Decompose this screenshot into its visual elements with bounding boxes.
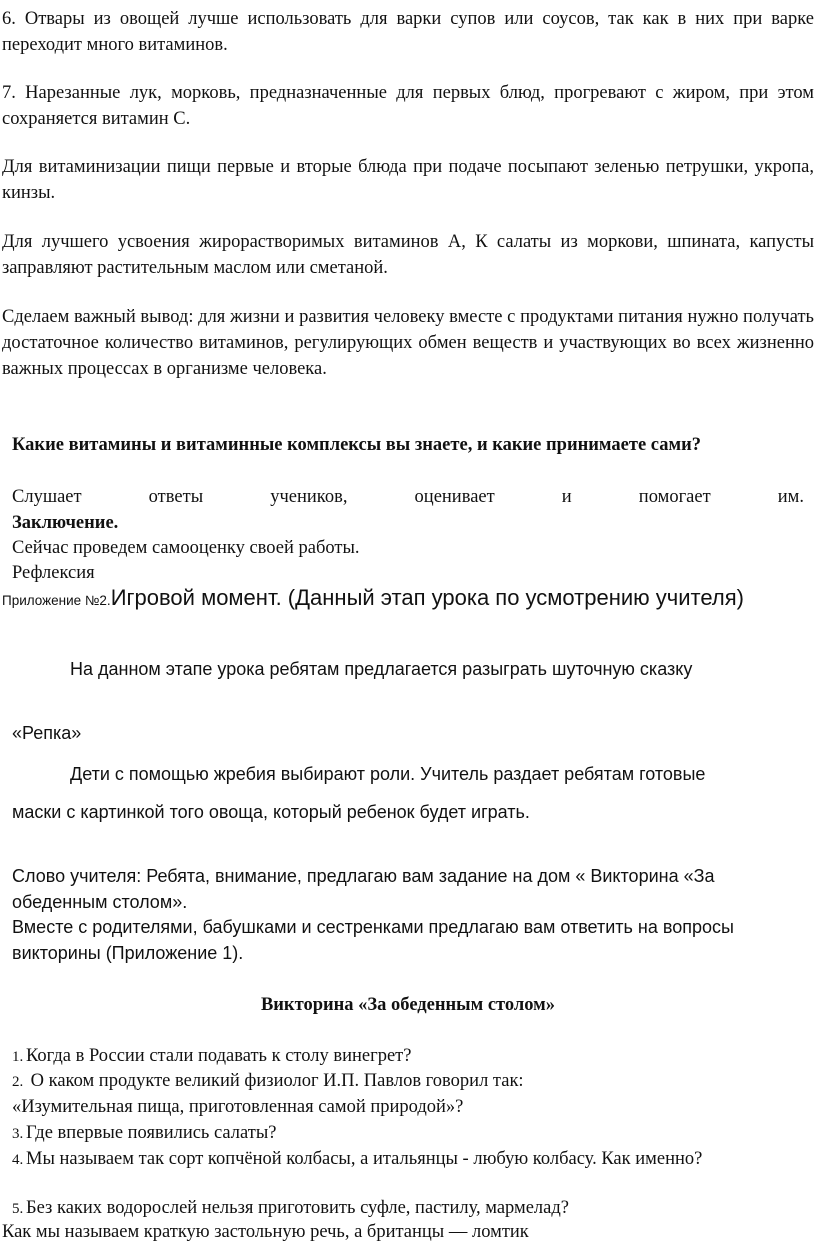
quiz-item-number: 1. [12, 1049, 24, 1065]
teacher-word-line-1: Слово учителя: Ребята, внимание, предлагаю вам задание на дом « Викторина «За обеденным столом». [12, 866, 715, 912]
game-intro: На данном этапе урока ребятам предлагается разыграть шуточную сказку [70, 659, 693, 679]
quiz-item [12, 1043, 812, 1070]
quiz-item-number: 3. [12, 1126, 24, 1142]
tale-title: «Репка» [12, 723, 82, 743]
quiz-title: Викторина «За обеденным столом» [260, 995, 556, 1015]
quiz-item-text: О каком продукте великий физиолог И.П. Павлов говорил так: [26, 1071, 524, 1091]
roles-line-2: маски с картинкой того овоща, который ребенок будет играть. [12, 802, 530, 822]
quiz-item-text: Где впервые появились салаты? [26, 1123, 277, 1143]
quiz-item-number: 5. [12, 1201, 24, 1217]
quiz-item [12, 1146, 782, 1173]
quiz-item-number: 2. [12, 1074, 24, 1090]
quiz-item [12, 1195, 812, 1222]
quiz-item [12, 1120, 812, 1147]
paragraph-vitaminization: Для витаминизации пищи первые и вторые блюда при подаче посыпают зеленью петрушки, укропа, кинзы. [2, 157, 814, 203]
teacher-action: Слушает ответы учеников, оценивает и помогает им. [12, 487, 804, 507]
quiz-item-text: Когда в России стали подавать к столу винегрет? [26, 1046, 412, 1066]
reflection-line: Рефлексия [12, 563, 95, 583]
discussion-question: Какие витамины и витаминные комплексы вы знаете, и какие принимаете сами? [12, 435, 701, 455]
paragraph-absorption: Для лучшего усвоения жирорастворимых витаминов А, К салаты из моркови, шпината, капусты заправляют растительным маслом или сметаной. [2, 232, 814, 278]
self-assessment-line: Сейчас проведем самооценку своей работы. [12, 538, 360, 558]
quiz-item-text: Мы называем так сорт копчёной колбасы, а итальянцы - любую колбасу. Как именно? [26, 1149, 703, 1169]
roles-line-1: Дети с помощью жребия выбирают роли. Учитель раздает ребятам готовые [70, 764, 706, 784]
paragraph-decoctions: 6. Отвары из овощей лучше использовать для варки супов или соусов, так как в них при варке переходит много витаминов. [2, 9, 814, 55]
paragraph-onion-carrot: 7. Нарезанные лук, морковь, предназначенные для первых блюд, прогревают с жиром, при этом сохраняется витамин С. [2, 83, 814, 129]
quiz-item-number: 4. [12, 1152, 24, 1168]
quiz-item-text: Без каких водорослей нельзя приготовить суфле, пастилу, мармелад? [26, 1198, 569, 1218]
quiz-last-line: Как мы называем краткую застольную речь, а британцы — ломтик [2, 1222, 529, 1242]
teacher-word-line-2: Вместе с родителями, бабушками и сестренками предлагаю вам ответить на вопросы викторины (Приложение 1). [12, 917, 734, 963]
appendix-label: Приложение №2. [2, 593, 111, 608]
conclusion-heading: Заключение. [12, 513, 119, 533]
quiz-item-text: «Изумительная пища, приготовленная самой природой»? [12, 1097, 464, 1117]
paragraph-conclusion: Сделаем важный вывод: для жизни и развития человеку вместе с продуктами питания нужно получать достаточное количество витаминов, регулирующих обмен веществ и участвующих во всех жизненно важных процессах в организме человека. [2, 307, 814, 379]
appendix-title: Игровой момент. (Данный этап урока по усмотрению учителя) [110, 585, 744, 610]
appendix-heading [2, 584, 814, 612]
quiz-item [12, 1068, 812, 1095]
quiz-item [12, 1094, 812, 1120]
